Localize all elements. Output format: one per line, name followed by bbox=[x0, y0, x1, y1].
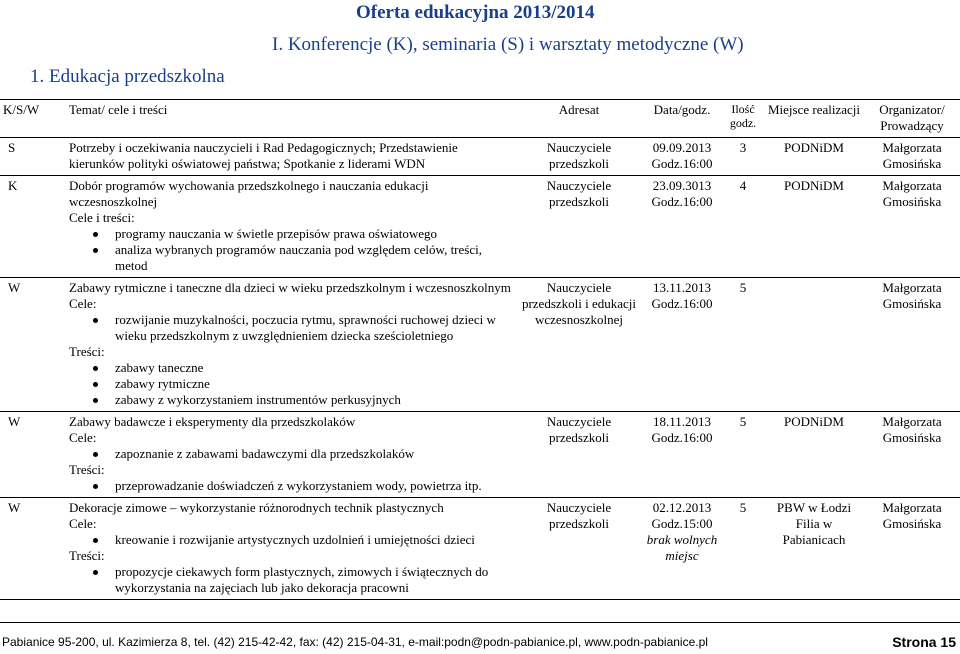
row-time: Godz.16:00 bbox=[651, 296, 713, 311]
row-place: PODNiDM bbox=[764, 138, 864, 176]
list-item: zabawy z wykorzystaniem instrumentów perkusyjnych bbox=[115, 392, 513, 408]
row-audience: Nauczyciele przedszkoli bbox=[516, 176, 642, 278]
list-item: kreowanie i rozwijanie artystycznych uzdolnień i umiejętności dzieci bbox=[115, 532, 513, 548]
page-number: Strona 15 bbox=[892, 634, 956, 650]
row-hours: 5 bbox=[722, 412, 764, 498]
table-row bbox=[0, 278, 960, 412]
row-label: Cele i treści: bbox=[69, 210, 135, 225]
row-title: Dobór programów wychowania przedszkolnego i nauczania edukacji wczesnoszkolnej bbox=[69, 178, 429, 209]
row-place bbox=[764, 278, 864, 412]
footer-address: Pabianice 95-200, ul. Kazimierza 8, tel. (42) 215-42-42, fax: (42) 215-04-31, e-mail:podn@podn-pabianice.pl, www.podn-pabianice.pl bbox=[2, 635, 708, 649]
row-title: Dekoracje zimowe – wykorzystanie różnorodnych technik plastycznych bbox=[69, 500, 444, 515]
col-place: Miejsce realizacji bbox=[764, 100, 864, 138]
row-label: Treści: bbox=[69, 344, 105, 359]
row-label: Treści: bbox=[69, 462, 105, 477]
row-time: Godz.16:00 bbox=[651, 156, 713, 171]
row-label: Treści: bbox=[69, 548, 105, 563]
row-title: Potrzeby i oczekiwania nauczycieli i Rad Pedagogicznych; Przedstawienie kierunków polityki oświatowej państwa; Spotkanie z liderami WDN bbox=[66, 138, 516, 176]
row-date: 23.09.3013 bbox=[652, 178, 712, 193]
list-item: zabawy rytmiczne bbox=[115, 376, 513, 392]
row-type: S bbox=[0, 138, 66, 176]
row-hours: 5 bbox=[722, 498, 764, 600]
col-organizer: Organizator/ Prowadzący bbox=[864, 100, 960, 138]
col-topic: Temat/ cele i treści bbox=[66, 100, 516, 138]
row-type: K bbox=[0, 176, 66, 278]
col-date: Data/godz. bbox=[642, 100, 722, 138]
col-type: K/S/W bbox=[0, 100, 66, 138]
row-time: Godz.16:00 bbox=[651, 430, 713, 445]
offer-table bbox=[0, 99, 960, 600]
row-organizer: Małgorzata Gmosińska bbox=[864, 176, 960, 278]
table-header bbox=[0, 100, 960, 138]
row-hours: 5 bbox=[722, 278, 764, 412]
row-type: W bbox=[0, 498, 66, 600]
footer-divider bbox=[0, 622, 960, 623]
list-item: przeprowadzanie doświadczeń z wykorzystaniem wody, powietrza itp. bbox=[115, 478, 513, 494]
row-organizer: Małgorzata Gmosińska bbox=[864, 138, 960, 176]
list-item: zabawy taneczne bbox=[115, 360, 513, 376]
row-hours: 4 bbox=[722, 176, 764, 278]
list-item: analiza wybranych programów nauczania pod względem celów, treści, metod bbox=[115, 242, 513, 274]
row-time: Godz.15:00 bbox=[651, 516, 713, 531]
col-audience: Adresat bbox=[516, 100, 642, 138]
list-item: zapoznanie z zabawami badawczymi dla przedszkolaków bbox=[115, 446, 513, 462]
row-label: Cele: bbox=[69, 296, 97, 311]
row-title: Zabawy badawcze i eksperymenty dla przedszkolaków bbox=[69, 414, 356, 429]
row-hours: 3 bbox=[722, 138, 764, 176]
row-organizer: Małgorzata Gmosińska bbox=[864, 412, 960, 498]
row-type: W bbox=[0, 412, 66, 498]
col-hours: Ilość godz. bbox=[722, 100, 764, 138]
row-audience: Nauczyciele przedszkoli bbox=[516, 412, 642, 498]
document-title: Oferta edukacyjna 2013/2014 bbox=[356, 2, 595, 23]
row-date: 09.09.2013 bbox=[652, 140, 712, 155]
row-audience: Nauczyciele przedszkoli i edukacji wczesnoszkolnej bbox=[516, 278, 642, 412]
row-date: 18.11.2013 bbox=[652, 414, 712, 429]
row-label: Cele: bbox=[69, 516, 97, 531]
document-subtitle: I. Konferencje (K), seminaria (S) i warsztaty metodyczne (W) bbox=[272, 34, 744, 55]
row-type: W bbox=[0, 278, 66, 412]
row-label: Cele: bbox=[69, 430, 97, 445]
list-item: rozwijanie muzykalności, poczucia rytmu, sprawności ruchowej dzieci w wieku przedszkolnym z uwzględnieniem dziecka sześcioletniego bbox=[115, 312, 513, 344]
section-heading: 1. Edukacja przedszkolna bbox=[30, 66, 225, 87]
row-date: 02.12.2013 bbox=[652, 500, 712, 515]
table-row bbox=[0, 498, 960, 600]
row-date: 13.11.2013 bbox=[652, 280, 712, 295]
list-item: propozycje ciekawych form plastycznych, zimowych i świątecznych do wykorzystania na zajęciach lub jako dekoracja pracowni bbox=[115, 564, 513, 596]
list-item: programy nauczania w świetle przepisów prawa oświatowego bbox=[115, 226, 513, 242]
table-row bbox=[0, 138, 960, 176]
table-row bbox=[0, 176, 960, 278]
row-title: Zabawy rytmiczne i taneczne dla dzieci w wieku przedszkolnym i wczesnoszkolnym bbox=[69, 280, 511, 295]
row-place: PBW w Łodzi Filia w Pabianicach bbox=[764, 498, 864, 600]
row-audience: Nauczyciele przedszkoli bbox=[516, 138, 642, 176]
row-organizer: Małgorzata Gmosińska bbox=[864, 498, 960, 600]
table-row bbox=[0, 412, 960, 498]
row-organizer: Małgorzata Gmosińska bbox=[864, 278, 960, 412]
row-time: Godz.16:00 bbox=[651, 194, 713, 209]
row-place: PODNiDM bbox=[764, 176, 864, 278]
row-place: PODNiDM bbox=[764, 412, 864, 498]
row-note: brak wolnych miejsc bbox=[646, 532, 718, 563]
row-audience: Nauczyciele przedszkoli bbox=[516, 498, 642, 600]
